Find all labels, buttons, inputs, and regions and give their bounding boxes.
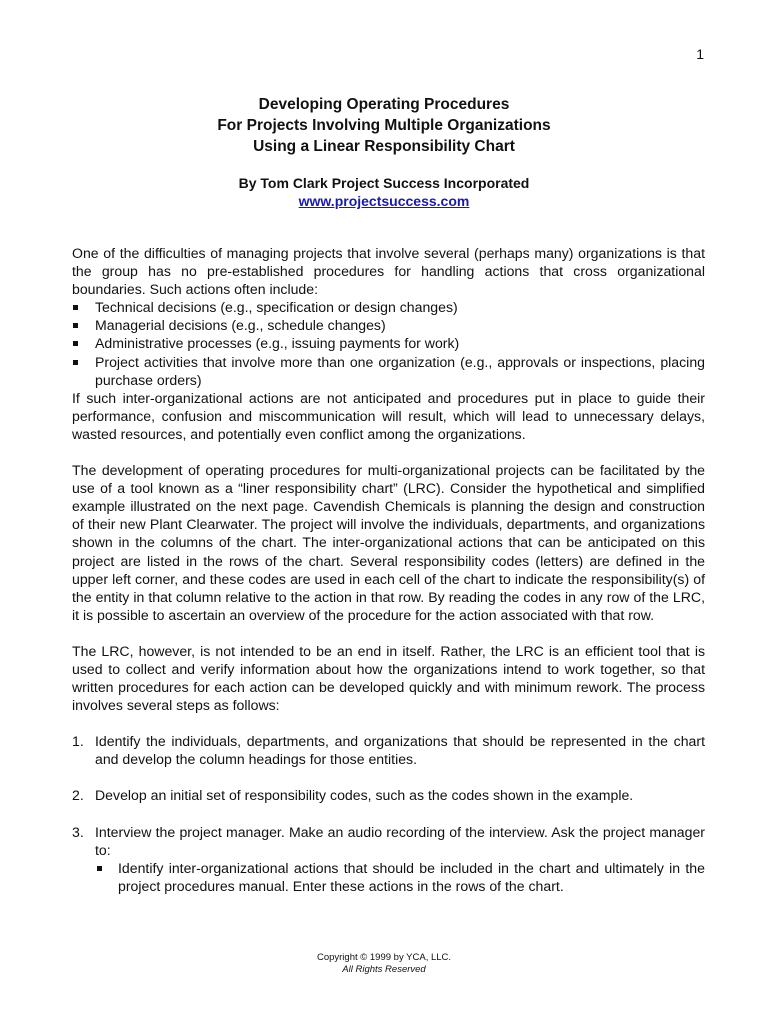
- step-text: Identify the individuals, departments, and organizations that should be represented in the chart and develop the column headings for those entities.: [95, 733, 705, 768]
- list-item: Administrative processes (e.g., issuing payments for work): [72, 334, 705, 352]
- step-number: 1.: [72, 733, 84, 750]
- step-3-sublist: [95, 859, 705, 895]
- lrc-paragraph: The development of operating procedures for multi-organizational projects can be facilitated by the use of a tool known as a “liner responsibility chart” (LRC). Consider the hypothetical and simplified example illustrated on the next page. Cavendish Chemicals is planning the design and construction of their new Plant Clearwater. The project will involve the individuals, departments, and organizations shown in the columns of the chart. The inter-organizational actions that can be anticipated on this project are listed in the rows of the chart. Several responsibility codes (letters) are defined in the upper left corner, and these codes are used in each cell of the chart to indicate the responsibility(s) of the entity in that column relative to the action in that row. By reading the codes in any row of the LRC, it is possible to ascertain an overview of the procedure for the action associated with that row.: [72, 462, 705, 623]
- website-link[interactable]: www.projectsuccess.com: [298, 193, 470, 209]
- list-item: Technical decisions (e.g., specification or design changes): [72, 298, 705, 316]
- steps-list: [72, 732, 705, 895]
- rights-text: All Rights Reserved: [342, 964, 426, 975]
- action-types-list: [72, 298, 705, 388]
- list-item: Identify inter-organizational actions that should be included in the chart and ultimately in the project procedures manual. Enter these actions in the rows of the chart.: [95, 859, 705, 895]
- copyright-text: Copyright © 1999 by YCA, LLC.: [316, 952, 452, 963]
- intro-paragraph: One of the difficulties of managing projects that involve several (perhaps many) organizations is that the group has no pre-established procedures for handling actions that cross organizational boundaries. Such actions often include:: [72, 245, 705, 298]
- step-text: Interview the project manager. Make an audio recording of the interview. Ask the project manager to:: [95, 823, 705, 858]
- step-number: 2.: [72, 787, 84, 804]
- step-number: 3.: [72, 823, 84, 840]
- byline: [0, 174, 768, 210]
- title-line-2: For Projects Involving Multiple Organizations: [217, 117, 551, 134]
- step-item: [72, 823, 705, 895]
- intro-conclusion-paragraph: If such inter-organizational actions are not anticipated and procedures put in place to guide their performance, confusion and miscommunication will result, which will lead to unnecessary delays, wasted resources, and potentially even conflict among the organizations.: [72, 389, 705, 442]
- bullet-icon: [73, 341, 78, 346]
- page-number: 1: [696, 46, 704, 62]
- bullet-icon: [73, 305, 78, 310]
- title-line-1: Developing Operating Procedures: [258, 96, 510, 113]
- process-paragraph: The LRC, however, is not intended to be an end in itself. Rather, the LRC is an efficient tool that is used to collect and verify information about how the organizations intend to work together, so that written procedures for each action can be developed quickly and with minimum rework. The process involves several steps as follows:: [72, 642, 705, 714]
- bullet-icon: [73, 323, 78, 328]
- bullet-icon: [73, 360, 78, 365]
- bullet-icon: [97, 866, 102, 871]
- step-item: [72, 732, 705, 768]
- title-line-3: Using a Linear Responsibility Chart: [253, 138, 515, 155]
- document-title: [0, 94, 768, 157]
- list-item: Project activities that involve more than one organization (e.g., approvals or inspections, placing purchase orders): [72, 353, 705, 389]
- step-item: [72, 786, 705, 804]
- list-item: Managerial decisions (e.g., schedule changes): [72, 316, 705, 334]
- page-footer: [0, 952, 768, 976]
- document-body: [72, 244, 705, 895]
- step-text: Develop an initial set of responsibility codes, such as the codes shown in the example.: [95, 787, 634, 804]
- author-line: By Tom Clark Project Success Incorporated: [238, 175, 530, 191]
